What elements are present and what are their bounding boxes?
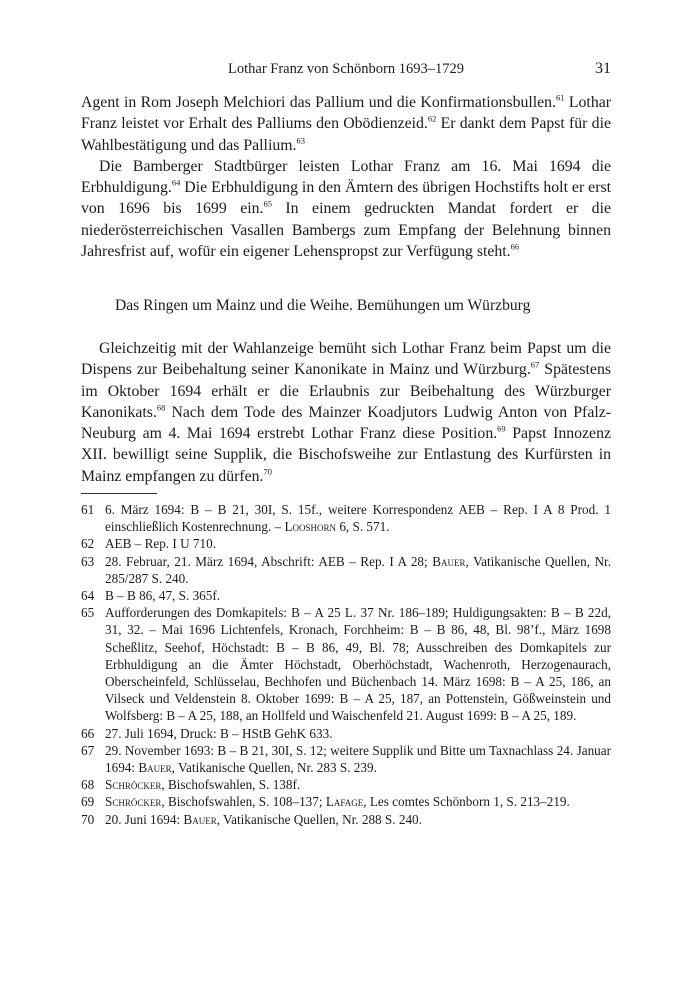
author-name: Lafage [325,794,364,810]
text: Spätestens im Oktober 1694 erhält er die Erlaubnis zur Beibehaltung des Würzburger Kanonikats. [81,361,611,421]
text: Agent in Rom Joseph Melchiori das Pallium und die Konfirmationsbullen. [81,94,557,111]
running-title: Lothar Franz von Schönborn 1693–1729 [228,61,464,77]
footnote-text-part: , Les comtes Schönborn 1, S. 213–219. [363,794,570,810]
footnote-number: 66 [81,725,95,741]
footnote-ref[interactable]: 69 [497,423,506,434]
paragraph [81,156,611,262]
footnote-text [105,793,611,810]
footnote-number: 64 [81,588,95,604]
footnote-text-part: 29. November 1693: B – B 21, 30I, S. 12; weitere Supplik und Bitte um Taxnachlass 24. Januar 1694: [105,742,611,776]
body-text [81,92,611,262]
text: Lothar Franz leistet vor Erhalt des Palliums den Obödienzeid. [81,94,611,133]
section-heading: Das Ringen um Mainz und die Weihe. Bemühungen um Würzburg [115,297,531,314]
footnote-text-part: Aufforderungen des Domkapitels: B – A 25 L. 37 Nr. 186–189; Huldigungsakten: B – B 22d, 31, 32. – Mai 1696 Lichtenfels, Kronach, Forchheim: B – B 86, 48, Bl. 98’f., März 1698 Scheßlitz, Seehof, Höchstadt: B – B 86, 49, Bl. 78; Ausschreiben des Domkapitels zur Erbhuldigung an die Ämter Höchstadt, Oberhöchstadt, Wachenroth, Herzogenaurach, Oberscheinfeld, Schlüsselau, Bechhofen und Büchenbach 14. März 1698: B – A 25, 186, an Vilseck und Veldenstein 8. Oktober 1699: B – A 25, 187, an Pottenstein, Gößweinstein und Wolfsberg: B – A 25, 188, an Hollfeld und Waischenfeld 21. August 1699: B – A 25, 189. [105,605,611,724]
author-name: Bauer [138,760,172,776]
footnote-text-part: 27. Juli 1694, Druck: B – HStB GehK 633. [105,725,333,741]
footnote-text [105,604,611,724]
footnote-ref[interactable]: 64 [171,177,181,188]
footnote [81,535,611,552]
footnote-text-part: , Bischofswahlen, S. 108–137; [161,794,326,810]
footnote [81,587,611,604]
paragraph [81,338,611,487]
author-name: Schröcker [105,794,162,810]
footnote-number: 70 [81,811,95,827]
footnote-text-part: 20. Juni 1694: [105,811,184,827]
text: Die Bamberger Stadtbürger leisten Lothar Franz am 16. Mai 1694 die Erbhuldigung. [81,157,611,197]
footnote [81,604,611,724]
body-text [81,338,611,487]
footnote-text [105,587,611,604]
author-name: Looshorn [284,519,337,535]
footnote-number: 65 [81,605,95,621]
text: In einem gedruckten Mandat fordert er die niederösterreichischen Vasallen Bambergs zum Empfang der Belehnung binnen Jahresfrist auf, wofür ein eigener Lehenspropst zur Verfügung steht. [81,200,611,261]
text: Die Erbhuldigung in den Ämtern des übrigen Hochstifts holt er erst von 1696 bis 1699 ein. [81,179,611,218]
footnote-ref[interactable]: 63 [296,135,305,146]
text: Papst Innozenz XII. bewilligt seine Supplik, die Bischofsweihe zur Entlastung des Kurfürsten in Mainz empfangen zu dürfen. [81,425,611,485]
footnote-text-part: , Bischofswahlen, S. 138f. [161,777,301,793]
footnote-text-part: , Vatikanische Quellen, Nr. 283 S. 239. [171,760,377,776]
footnote [81,725,611,742]
footnote-text [105,776,611,793]
footnote-number: 67 [81,742,95,758]
footnote-text-part: 28. Februar, 21. März 1694, Abschrift: AEB – Rep. I A 28; [105,553,433,569]
footnote-text-part: B – B 86, 47, S. 365f. [105,588,221,604]
footnote-ref[interactable]: 62 [427,114,437,125]
footnote-number: 61 [81,502,95,517]
footnote-text [105,501,611,535]
footnote-text [105,725,611,742]
footnote-text [105,742,611,776]
author-name: Bauer [432,553,466,569]
footnote-ref[interactable]: 67 [530,360,540,371]
footnote-text-part: AEB – Rep. I U 710. [105,536,216,552]
footnote [81,811,611,828]
footnote-ref[interactable]: 61 [556,92,565,103]
author-name: Schröcker [105,777,162,793]
footnote-ref[interactable]: 65 [263,199,272,210]
footnote-text [105,553,611,587]
footnote-text-part: 6. März 1694: B – B 21, 30I, S. 15f., weitere Korrespondenz AEB – Rep. I A 8 Prod. 1 einschließlich Kostenrechnung. – [105,502,611,535]
paragraph [81,92,611,156]
footnotes [81,501,611,828]
footnote [81,793,611,810]
footnote [81,501,611,535]
text: Nach dem Tode des Mainzer Koadjutors Ludwig Anton von Pfalz-Neuburg am 4. Mai 1694 erstrebt Lothar Franz diese Position. [81,403,611,443]
footnote-number: 63 [81,553,95,569]
footnote-text-part: 6, S. 571. [336,519,390,535]
footnote [81,742,611,776]
page-number: 31 [595,60,611,77]
footnote-ref[interactable]: 68 [156,402,166,413]
footnote-text-part: , Vatikanische Quellen, Nr. 288 S. 240. [216,811,422,827]
footnote-number: 68 [81,777,95,793]
text: Gleichzeitig mit der Wahlanzeige bemüht sich Lothar Franz beim Papst um die Dispens zur Beibehaltung seiner Kanonikate in Mainz und Würzburg. [81,340,611,379]
footnote-number: 69 [81,794,95,810]
author-name: Bauer [183,811,217,827]
footnote-ref[interactable]: 70 [263,466,272,477]
footnote-text-part: , Vatikanische Quellen, Nr. 285/287 S. 240. [105,553,611,586]
footnote-text [105,811,611,828]
footnote-number: 62 [81,536,95,552]
footnote-text [105,535,611,552]
text: Er dankt dem Papst für die Wahlbestätigung und das Pallium. [81,115,611,154]
footnote-rule [81,493,157,494]
footnote [81,553,611,587]
footnote-ref[interactable]: 66 [510,241,520,252]
footnote [81,776,611,793]
